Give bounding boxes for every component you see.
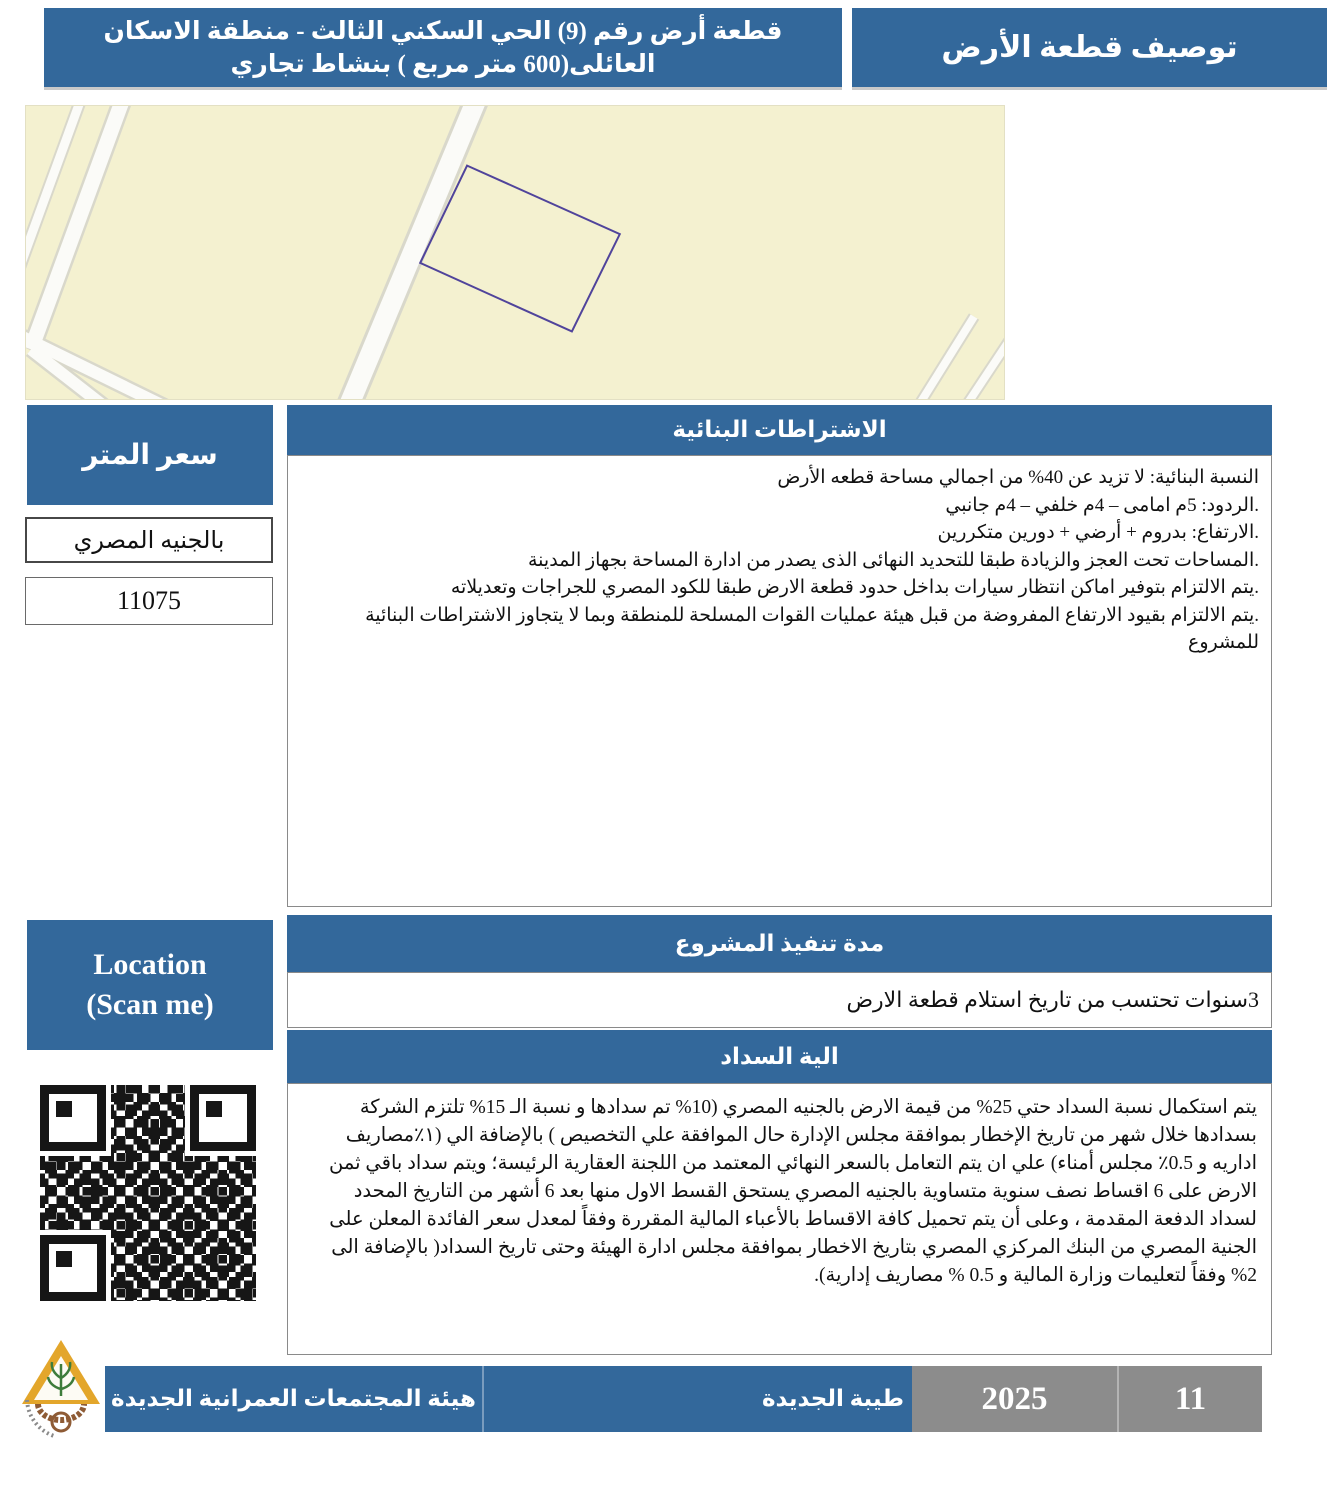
plot-subtitle: قطعة أرض رقم (9) الحي السكني الثالث - منطقة الاسكان العائلى(600 متر مربع ) بنشاط تجاري (44, 8, 842, 90)
page-title: توصيف قطعة الأرض (852, 8, 1327, 90)
price-value: 11075 (25, 577, 273, 625)
footer-agency-name: هيئة المجتمعات العمرانية الجديدة (105, 1366, 482, 1432)
location-scan-box (27, 920, 273, 1050)
price-per-meter-header: سعر المتر (27, 405, 273, 505)
footer-page-number: 11 (1117, 1366, 1262, 1432)
requirement-line: .المساحات تحت العجز والزيادة طبقا للتحديد النهائى الذى يصدر من ادارة المساحة بجهاز المدينة (527, 549, 1259, 571)
plot-location-map (25, 105, 1005, 400)
requirement-line: .الارتفاع: بدروم + أرضي + دورين متكررين (937, 522, 1259, 543)
footer-year: 2025 (912, 1366, 1117, 1432)
requirement-line: .الردود: 5م امامى – 4م خلفي – 4م جانبي (945, 494, 1259, 516)
project-duration-header: مدة تنفيذ المشروع (287, 915, 1272, 972)
location-label: Location (93, 948, 207, 981)
building-requirements-body (287, 455, 1272, 907)
qr-finder-icon (40, 1235, 106, 1301)
requirement-line: .يتم الالتزام بقيود الارتفاع المفروضة من قبل هيئة عمليات القوات المسلحة للمنطقة وبما لا يتجاوز الاشتراطات البنائية للمشروع (365, 604, 1259, 653)
building-requirements-header: الاشتراطات البنائية (287, 405, 1272, 455)
requirement-line: .يتم الالتزام بتوفير اماكن انتظار سيارات بداخل حدود قطعة الارض طبقا للكود المصري للجراجات وتعديلاته (450, 577, 1259, 598)
authority-logo-icon (18, 1336, 104, 1448)
location-qr-code (40, 1085, 256, 1301)
price-currency-label: بالجنيه المصري (25, 517, 273, 563)
qr-finder-icon (40, 1085, 106, 1151)
map-graphic (26, 106, 1004, 399)
payment-mechanism-header: الية السداد (287, 1030, 1272, 1083)
requirement-line: النسبة البنائية: لا تزيد عن 40% من اجمالي مساحة قطعه الأرض (777, 467, 1259, 488)
project-duration-value: 3سنوات تحتسب من تاريخ استلام قطعة الارض (287, 972, 1272, 1028)
footer-city-name: طيبة الجديدة (482, 1366, 912, 1432)
qr-finder-icon (190, 1085, 256, 1151)
scan-me-label: (Scan me) (86, 988, 214, 1021)
payment-mechanism-body: يتم استكمال نسبة السداد حتي 25% من قيمة الارض بالجنيه المصري (10% تم سدادها و نسبة الـ 15% تلتزم الشركة بسدادها خلال شهر من تاريخ الإخطار بموافقة مجلس الإدارة حال الموافقة علي التخصيص ) بالإضافة الي (١٪مصاريف اداريه و 0.5٪ مجلس أمناء) علي ان يتم التعامل بالسعر النهائي المعتمد من اللجنة العقارية الرئيسة؛ ويتم سداد باقي ثمن الارض على 6 اقساط نصف سنوية متساوية بالجنيه المصري يستحق القسط الاول منها بعد 6 أشهر من التاريخ المحدد لسداد الدفعة المقدمة ، وعلى أن يتم تحميل كافة الاقساط بالأعباء المالية المقررة وفقاً لمعدل سعر الفائدة المعلن على الجنية المصري من البنك المركزي المصري بتاريخ الاخطار بموافقة مجلس ادارة الهيئة وحتى تاريخ السداد( بالإضافة الى 2% وفقاً لتعليمات وزارة المالية و 0.5 % مصاريف إدارية). (287, 1083, 1272, 1355)
